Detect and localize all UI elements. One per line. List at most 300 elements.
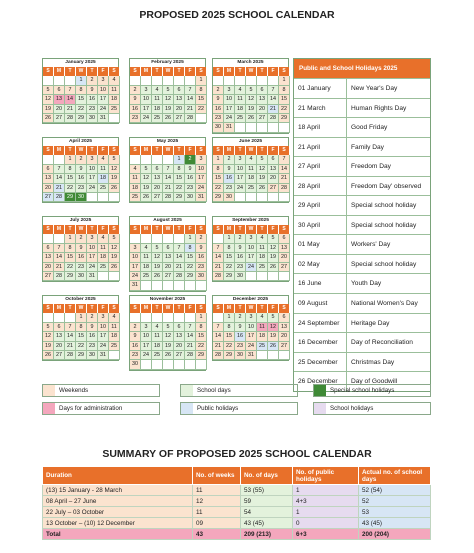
summary-cell: 11 [193, 507, 241, 518]
day-cell: 19 [163, 342, 174, 351]
weekday-header: F [268, 225, 279, 234]
header-days: No. of days [241, 467, 293, 485]
day-cell: 3 [141, 323, 152, 332]
day-cell: 29 [76, 351, 87, 360]
summary-total-cell: 200 (204) [359, 529, 431, 540]
day-cell: 8 [76, 86, 87, 95]
day-cell [246, 123, 257, 132]
day-cell: 26 [268, 342, 279, 351]
day-cell: 14 [279, 165, 290, 174]
day-cell: 10 [87, 165, 98, 174]
day-cell: 30 [185, 193, 196, 202]
day-cell: 17 [98, 95, 109, 104]
day-cell: 9 [76, 165, 87, 174]
weekday-header: F [98, 304, 109, 313]
day-cell: 26 [246, 114, 257, 123]
legend-public-holidays [180, 402, 298, 415]
month-calendar [42, 137, 119, 203]
weekday-header: M [224, 67, 235, 76]
day-cell: 21 [185, 342, 196, 351]
weekday-header: W [163, 146, 174, 155]
day-cell: 6 [163, 244, 174, 253]
summary-cell: 09 [193, 518, 241, 529]
day-cell [257, 123, 268, 132]
holiday-name: Freedom Day' observed [351, 182, 422, 190]
day-cell: 23 [185, 184, 196, 193]
day-cell [130, 76, 141, 85]
day-cell: 3 [246, 313, 257, 322]
header-public-holidays: No. of public holidays [293, 467, 359, 485]
day-cell: 6 [43, 244, 54, 253]
day-cell [163, 76, 174, 85]
weekday-header: T [152, 304, 163, 313]
day-cell: 16 [235, 253, 246, 262]
day-cell: 10 [196, 165, 207, 174]
weekday-header: T [87, 67, 98, 76]
day-cell: 1 [196, 313, 207, 322]
day-cell: 14 [54, 253, 65, 262]
day-cell: 29 [65, 272, 76, 281]
day-cell: 6 [54, 86, 65, 95]
day-cell: 24 [196, 184, 207, 193]
day-cell [109, 351, 120, 360]
summary-total-row [43, 529, 431, 540]
day-cell: 26 [43, 114, 54, 123]
day-cell: 7 [268, 86, 279, 95]
summary-cell: 54 [241, 507, 293, 518]
summary-row [43, 518, 431, 529]
summary-total-cell: 209 (213) [241, 529, 293, 540]
day-cell: 15 [196, 95, 207, 104]
day-cell: 21 [279, 174, 290, 183]
weekday-header: W [163, 304, 174, 313]
month-calendar [212, 58, 289, 134]
day-cell: 31 [87, 272, 98, 281]
day-cell: 29 [185, 272, 196, 281]
day-cell: 5 [257, 155, 268, 164]
day-cell: 13 [43, 253, 54, 262]
day-cell: 14 [268, 95, 279, 104]
day-cell [130, 234, 141, 243]
day-cell: 3 [87, 155, 98, 164]
day-cell: 27 [54, 114, 65, 123]
day-cell: 29 [279, 114, 290, 123]
weekday-header: F [185, 225, 196, 234]
day-cell: 17 [246, 332, 257, 341]
day-cell: 30 [213, 123, 224, 132]
day-cell: 22 [224, 263, 235, 272]
day-cell: 22 [279, 105, 290, 114]
summary-cell: 1 [293, 485, 359, 496]
month-name: July 2025 [69, 218, 92, 223]
day-cell [213, 313, 224, 322]
day-cell: 21 [54, 263, 65, 272]
day-cell: 20 [174, 342, 185, 351]
day-cell [224, 76, 235, 85]
day-cell: 24 [87, 263, 98, 272]
day-cell [141, 234, 152, 243]
special-holidays-swatch [314, 385, 326, 396]
holiday-row [294, 313, 430, 333]
month-calendar [129, 137, 206, 203]
weekday-header: T [257, 146, 268, 155]
summary-cell: (13) 15 January - 28 March [43, 485, 193, 496]
day-cell [196, 360, 207, 369]
weekday-header: T [65, 225, 76, 234]
day-cell: 13 [268, 165, 279, 174]
day-cell: 19 [109, 253, 120, 262]
day-cell: 3 [141, 86, 152, 95]
day-cell [213, 234, 224, 243]
day-cell: 8 [65, 165, 76, 174]
weekday-header: W [76, 67, 87, 76]
holiday-name: Special school holiday [351, 260, 417, 268]
day-cell [185, 281, 196, 290]
holiday-row [294, 254, 430, 274]
day-cell: 8 [76, 323, 87, 332]
weekday-header: W [76, 304, 87, 313]
day-cell [268, 123, 279, 132]
weekday-header: M [141, 67, 152, 76]
day-cell: 19 [246, 105, 257, 114]
day-cell: 17 [141, 105, 152, 114]
summary-cell: 53 [359, 507, 431, 518]
weekday-header: S [213, 146, 224, 155]
legend-label: Special school holidays [330, 387, 395, 394]
day-cell: 18 [152, 105, 163, 114]
holiday-name: Freedom Day [351, 163, 391, 171]
day-cell: 17 [235, 174, 246, 183]
day-cell [141, 313, 152, 322]
day-cell: 5 [43, 86, 54, 95]
day-cell: 28 [174, 272, 185, 281]
day-cell [98, 272, 109, 281]
day-cell: 22 [213, 184, 224, 193]
weekday-header: S [213, 67, 224, 76]
day-cell: 15 [224, 332, 235, 341]
day-cell: 21 [65, 105, 76, 114]
day-cell: 28 [54, 272, 65, 281]
day-cell: 2 [76, 234, 87, 243]
day-cell: 14 [163, 174, 174, 183]
day-cell: 25 [257, 263, 268, 272]
weekday-header: W [76, 225, 87, 234]
day-cell: 16 [235, 332, 246, 341]
holiday-date: 27 April [294, 157, 347, 176]
day-cell: 20 [43, 184, 54, 193]
day-cell [257, 272, 268, 281]
day-cell [213, 76, 224, 85]
day-cell: 27 [43, 272, 54, 281]
day-cell [152, 234, 163, 243]
day-cell: 23 [213, 114, 224, 123]
day-cell: 5 [268, 313, 279, 322]
day-cell: 29 [213, 193, 224, 202]
day-cell: 28 [65, 351, 76, 360]
day-cell: 28 [54, 193, 65, 202]
day-cell: 25 [141, 272, 152, 281]
day-cell: 4 [257, 234, 268, 243]
day-cell [257, 193, 268, 202]
holiday-row [294, 156, 430, 176]
day-cell: 4 [141, 244, 152, 253]
day-cell: 6 [174, 86, 185, 95]
weekday-header: T [235, 67, 246, 76]
day-cell: 1 [196, 76, 207, 85]
day-cell: 31 [98, 114, 109, 123]
day-cell: 30 [87, 114, 98, 123]
summary-cell: 08 April – 27 June [43, 496, 193, 507]
weekday-header: T [235, 304, 246, 313]
day-cell: 27 [163, 272, 174, 281]
summary-table [42, 466, 431, 540]
day-cell: 15 [174, 174, 185, 183]
day-cell: 27 [43, 193, 54, 202]
day-cell: 19 [163, 105, 174, 114]
day-cell: 31 [196, 193, 207, 202]
day-cell [152, 76, 163, 85]
day-cell: 28 [163, 193, 174, 202]
weekday-header: T [235, 225, 246, 234]
day-cell: 16 [76, 174, 87, 183]
summary-total-cell: 6+3 [293, 529, 359, 540]
weekday-header: M [54, 304, 65, 313]
day-cell: 8 [196, 86, 207, 95]
day-cell: 25 [152, 114, 163, 123]
weekday-header: T [174, 304, 185, 313]
day-cell: 5 [163, 323, 174, 332]
day-cell: 7 [54, 165, 65, 174]
day-cell: 12 [109, 244, 120, 253]
day-cell: 15 [196, 332, 207, 341]
weekday-header: S [43, 146, 54, 155]
weekday-header: T [152, 146, 163, 155]
weekday-header: T [174, 225, 185, 234]
day-cell: 11 [152, 332, 163, 341]
day-cell: 16 [87, 332, 98, 341]
day-cell: 12 [163, 95, 174, 104]
day-cell: 7 [174, 244, 185, 253]
day-cell: 23 [130, 114, 141, 123]
day-cell: 24 [141, 351, 152, 360]
day-cell: 14 [54, 174, 65, 183]
month-name: August 2025 [153, 218, 182, 223]
day-cell: 7 [185, 323, 196, 332]
day-cell: 17 [196, 174, 207, 183]
weekday-header: W [246, 146, 257, 155]
legend-special-school-holidays [313, 384, 431, 397]
weekday-header: T [65, 67, 76, 76]
day-cell: 13 [279, 323, 290, 332]
holiday-name: Heritage Day [351, 319, 390, 327]
weekday-header: T [174, 67, 185, 76]
day-cell: 17 [130, 263, 141, 272]
holiday-name: Workers' Day [351, 241, 391, 249]
day-cell: 13 [257, 95, 268, 104]
day-cell [185, 76, 196, 85]
day-cell: 20 [279, 332, 290, 341]
month-calendar [42, 216, 119, 282]
day-cell: 2 [130, 323, 141, 332]
day-cell: 9 [130, 332, 141, 341]
day-cell [279, 351, 290, 360]
day-cell: 13 [54, 332, 65, 341]
holiday-name: National Women's Day [351, 300, 418, 308]
summary-row [43, 507, 431, 518]
day-cell: 3 [224, 86, 235, 95]
day-cell: 11 [98, 165, 109, 174]
day-cell: 16 [130, 342, 141, 351]
day-cell: 11 [246, 165, 257, 174]
weekday-header: S [279, 304, 290, 313]
day-cell [279, 272, 290, 281]
weekday-header: M [224, 225, 235, 234]
holiday-row [294, 273, 430, 293]
weekday-header: F [268, 304, 279, 313]
day-cell: 4 [98, 155, 109, 164]
day-cell: 28 [213, 351, 224, 360]
day-cell: 20 [54, 105, 65, 114]
weekday-header: F [185, 67, 196, 76]
day-cell [141, 76, 152, 85]
day-cell: 1 [76, 76, 87, 85]
day-cell: 16 [213, 105, 224, 114]
weekday-header: T [65, 146, 76, 155]
day-cell: 3 [130, 244, 141, 253]
day-cell: 23 [87, 342, 98, 351]
day-cell [174, 234, 185, 243]
public-holidays-swatch [181, 403, 193, 414]
summary-cell: 0 [293, 518, 359, 529]
holiday-row [294, 234, 430, 254]
day-cell [174, 76, 185, 85]
day-cell [163, 281, 174, 290]
holiday-name: New Year's Day [351, 85, 398, 92]
day-cell: 20 [268, 174, 279, 183]
legend-administration [42, 402, 160, 415]
day-cell [65, 76, 76, 85]
day-cell: 9 [196, 244, 207, 253]
holiday-date: 16 December [294, 333, 347, 352]
day-cell: 8 [185, 244, 196, 253]
day-cell [109, 272, 120, 281]
weekday-header: T [87, 146, 98, 155]
day-cell: 5 [141, 165, 152, 174]
weekday-header: F [268, 146, 279, 155]
day-cell: 8 [213, 165, 224, 174]
day-cell: 2 [196, 234, 207, 243]
weekends-swatch [43, 385, 55, 396]
day-cell: 30 [224, 193, 235, 202]
day-cell [87, 193, 98, 202]
summary-cell: 52 (54) [359, 485, 431, 496]
day-cell [185, 313, 196, 322]
day-cell: 10 [235, 165, 246, 174]
day-cell [246, 76, 257, 85]
day-cell: 18 [109, 332, 120, 341]
day-cell: 2 [76, 155, 87, 164]
day-cell: 4 [109, 313, 120, 322]
day-cell: 23 [235, 263, 246, 272]
day-cell: 27 [279, 342, 290, 351]
day-cell [246, 272, 257, 281]
day-cell [174, 281, 185, 290]
holiday-row [294, 352, 430, 372]
day-cell: 26 [141, 193, 152, 202]
day-cell: 13 [152, 174, 163, 183]
day-cell [163, 155, 174, 164]
holiday-date: 30 April [294, 216, 347, 235]
day-cell: 26 [268, 263, 279, 272]
day-cell: 8 [279, 86, 290, 95]
weekday-header: S [43, 67, 54, 76]
day-cell: 16 [76, 253, 87, 262]
day-cell: 12 [109, 165, 120, 174]
summary-row [43, 485, 431, 496]
day-cell: 11 [152, 95, 163, 104]
weekday-header: S [196, 67, 207, 76]
day-cell: 10 [98, 323, 109, 332]
day-cell: 12 [163, 332, 174, 341]
day-cell: 28 [185, 114, 196, 123]
day-cell [163, 313, 174, 322]
day-cell: 18 [246, 174, 257, 183]
summary-cell: 43 (45) [241, 518, 293, 529]
day-cell: 26 [152, 272, 163, 281]
day-cell: 12 [257, 165, 268, 174]
day-cell: 1 [65, 234, 76, 243]
day-cell: 3 [235, 155, 246, 164]
day-cell: 10 [98, 86, 109, 95]
day-cell: 26 [163, 351, 174, 360]
day-cell: 27 [279, 263, 290, 272]
day-cell: 14 [213, 332, 224, 341]
day-cell: 9 [185, 165, 196, 174]
day-cell: 16 [224, 174, 235, 183]
day-cell: 19 [141, 184, 152, 193]
day-cell: 22 [174, 184, 185, 193]
holiday-date: 01 January [294, 79, 347, 98]
day-cell: 2 [87, 313, 98, 322]
day-cell: 6 [268, 155, 279, 164]
weekday-header: S [109, 225, 120, 234]
day-cell: 31 [130, 281, 141, 290]
holiday-row [294, 332, 430, 352]
day-cell: 7 [54, 244, 65, 253]
day-cell: 26 [43, 351, 54, 360]
day-cell: 6 [152, 165, 163, 174]
day-cell: 17 [87, 253, 98, 262]
holiday-name: Youth Day [351, 280, 382, 288]
day-cell [43, 313, 54, 322]
month-name: September 2025 [232, 218, 269, 223]
day-cell: 12 [43, 95, 54, 104]
day-cell [268, 76, 279, 85]
day-cell: 20 [163, 263, 174, 272]
day-cell [54, 234, 65, 243]
holiday-row [294, 293, 430, 313]
day-cell: 28 [213, 272, 224, 281]
day-cell: 4 [257, 313, 268, 322]
day-cell: 15 [185, 253, 196, 262]
weekday-header: W [246, 304, 257, 313]
day-cell: 23 [196, 263, 207, 272]
holiday-date: 16 June [294, 274, 347, 293]
day-cell: 8 [224, 244, 235, 253]
legend-label: Public holidays [197, 405, 239, 412]
day-cell: 24 [246, 263, 257, 272]
summary-cell: 52 [359, 496, 431, 507]
